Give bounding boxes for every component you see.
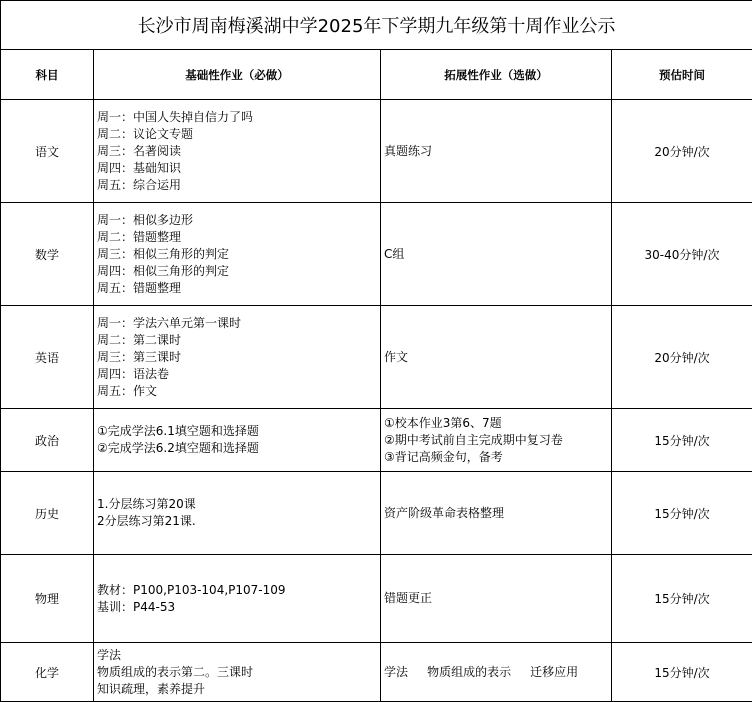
extended-homework-line: ③背记高频金句，备考 [384,449,611,466]
extended-homework-cell [381,409,612,472]
extended-homework-cell [381,643,612,702]
basic-homework-line: 周五：作文 [97,383,380,400]
estimated-time-cell: 20分钟/次 [612,100,752,203]
table-row [1,203,752,306]
subject-cell: 历史 [1,472,94,555]
page-title: 长沙市周南梅溪湖中学2025年下学期九年级第十周作业公示 [1,1,752,50]
extended-homework-line: 学法 物质组成的表示 迁移应用 [384,664,611,681]
basic-homework-line: 周二：错题整理 [97,229,380,246]
basic-homework-line: 物质组成的表示第二。三课时 [97,664,380,681]
header-row [1,50,752,100]
basic-homework-line: 1.分层练习第20课 [97,496,380,513]
subject-cell: 语文 [1,100,94,203]
subject-cell: 物理 [1,555,94,643]
basic-homework-cell [94,643,381,702]
extended-homework-line: 真题练习 [384,143,611,160]
table-row [1,306,752,409]
header-extended: 拓展性作业（选做） [381,50,612,100]
extended-homework-line: 错题更正 [384,590,611,607]
subject-cell: 政治 [1,409,94,472]
basic-homework-line: 周一：中国人失掉自信力了吗 [97,109,380,126]
estimated-time-cell: 15分钟/次 [612,643,752,702]
basic-homework-line: 教材：P100,P103-104,P107-109 [97,582,380,599]
estimated-time-cell: 20分钟/次 [612,306,752,409]
basic-homework-line: 周五：错题整理 [97,280,380,297]
basic-homework-cell [94,306,381,409]
basic-homework-line: 周一：学法六单元第一课时 [97,315,380,332]
table-row [1,409,752,472]
subject-cell: 数学 [1,203,94,306]
header-subject: 科目 [1,50,94,100]
basic-homework-line: 学法 [97,647,380,664]
basic-homework-line: 知识疏理，素养提升 [97,681,380,698]
estimated-time-cell: 15分钟/次 [612,409,752,472]
table-row [1,472,752,555]
basic-homework-line: 2分层练习第21课. [97,513,380,530]
basic-homework-line: 周四：语法卷 [97,366,380,383]
estimated-time-cell: 15分钟/次 [612,472,752,555]
basic-homework-cell [94,555,381,643]
basic-homework-line: ①完成学法6.1填空题和选择题 [97,423,380,440]
estimated-time-cell: 30-40分钟/次 [612,203,752,306]
title-row [1,1,752,50]
extended-homework-line: ①校本作业3第6、7题 [384,415,611,432]
subject-cell: 英语 [1,306,94,409]
basic-homework-line: ②完成学法6.2填空题和选择题 [97,440,380,457]
estimated-time-cell: 15分钟/次 [612,555,752,643]
basic-homework-line: 周四：基础知识 [97,160,380,177]
extended-homework-line: 作文 [384,349,611,366]
extended-homework-line: C组 [384,246,611,263]
basic-homework-cell [94,409,381,472]
basic-homework-cell [94,203,381,306]
basic-homework-line: 周三：第三课时 [97,349,380,366]
basic-homework-cell [94,100,381,203]
basic-homework-line: 周二：议论文专题 [97,126,380,143]
table-row [1,555,752,643]
basic-homework-line: 周三：名著阅读 [97,143,380,160]
table-row [1,100,752,203]
table-row [1,643,752,702]
extended-homework-cell [381,555,612,643]
extended-homework-line: ②期中考试前自主完成期中复习卷 [384,432,611,449]
basic-homework-line: 基训：P44-53 [97,599,380,616]
basic-homework-cell [94,472,381,555]
basic-homework-line: 周五：综合运用 [97,177,380,194]
header-time: 预估时间 [612,50,752,100]
basic-homework-line: 周四：相似三角形的判定 [97,263,380,280]
basic-homework-line: 周三：相似三角形的判定 [97,246,380,263]
extended-homework-line: 资产阶级革命表格整理 [384,505,611,522]
extended-homework-cell [381,100,612,203]
extended-homework-cell [381,472,612,555]
extended-homework-cell [381,203,612,306]
header-basic: 基础性作业（必做） [94,50,381,100]
subject-cell: 化学 [1,643,94,702]
basic-homework-line: 周二：第二课时 [97,332,380,349]
basic-homework-line: 周一：相似多边形 [97,212,380,229]
extended-homework-cell [381,306,612,409]
